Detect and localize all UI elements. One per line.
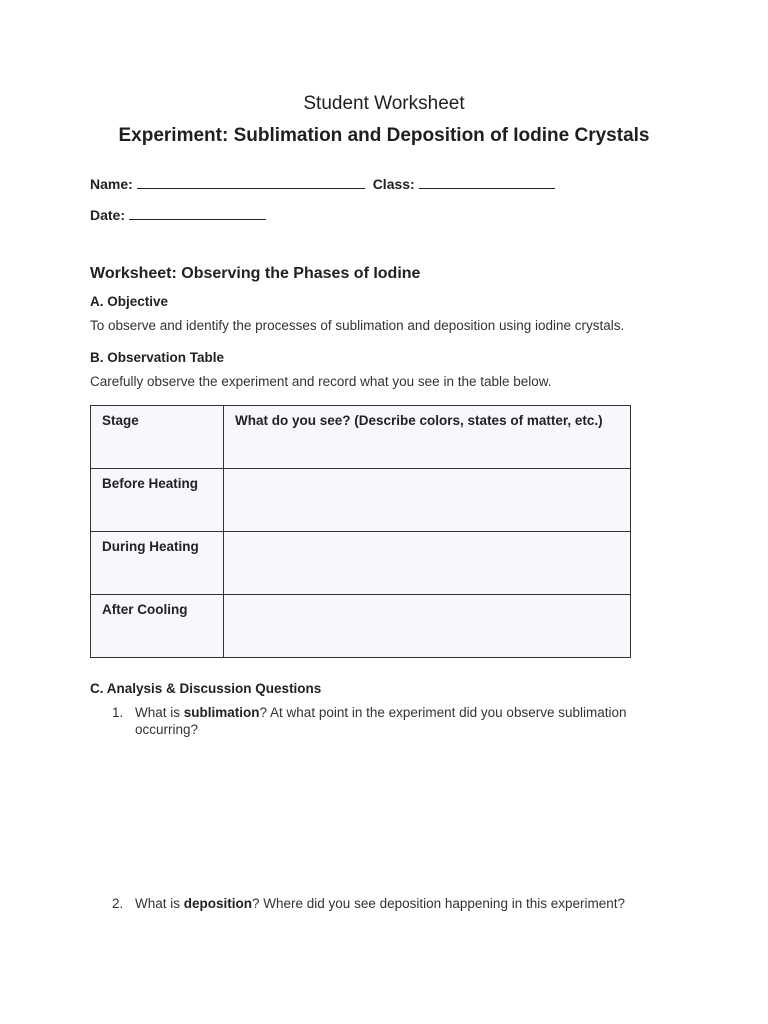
class-label: Class: [372, 176, 415, 192]
observation-cell[interactable] [224, 532, 631, 595]
observation-cell[interactable] [224, 469, 631, 532]
experiment-title: Experiment: Sublimation and Deposition of Iodine Crystals [118, 125, 650, 146]
question-prefix: What is [135, 896, 184, 911]
table-row [91, 469, 631, 532]
table-row [91, 532, 631, 595]
stage-cell: During Heating [91, 532, 224, 595]
analysis-heading: C. Analysis & Discussion Questions [90, 681, 322, 696]
column-header-stage: Stage [91, 406, 224, 469]
question-prefix: What is [135, 705, 184, 720]
worksheet-heading: Worksheet: Observing the Phases of Iodine [90, 265, 421, 282]
name-field[interactable] [137, 176, 365, 189]
question-text [135, 895, 655, 912]
name-class-row [90, 176, 559, 192]
date-field[interactable] [129, 207, 266, 220]
question-suffix: ? Where did you see deposition happening in this experiment? [252, 896, 626, 911]
date-label: Date: [90, 207, 126, 223]
question-number: 2. [112, 896, 124, 911]
objective-heading: A. Objective [90, 294, 169, 309]
observation-heading: B. Observation Table [90, 350, 225, 365]
class-field[interactable] [419, 176, 555, 189]
table-row [91, 595, 631, 658]
question-number: 1. [112, 705, 124, 720]
observation-table [90, 405, 631, 658]
date-row [90, 207, 270, 223]
page-title: Student Worksheet [303, 93, 465, 114]
question-suffix: ? At what point in the experiment did you observe sublimation occurring? [135, 705, 627, 737]
question-text [135, 704, 655, 738]
column-header-observation: What do you see? (Describe colors, states of matter, etc.) [224, 406, 631, 469]
observation-instructions: Carefully observe the experiment and record what you see in the table below. [90, 374, 552, 389]
stage-cell: Before Heating [91, 469, 224, 532]
objective-text: To observe and identify the processes of sublimation and deposition using iodine crystals. [90, 318, 625, 333]
observation-cell[interactable] [224, 595, 631, 658]
stage-cell: After Cooling [91, 595, 224, 658]
question-term: sublimation [183, 705, 260, 720]
table-header-row [91, 406, 631, 469]
question-term: deposition [183, 896, 253, 911]
name-label: Name: [90, 176, 133, 192]
